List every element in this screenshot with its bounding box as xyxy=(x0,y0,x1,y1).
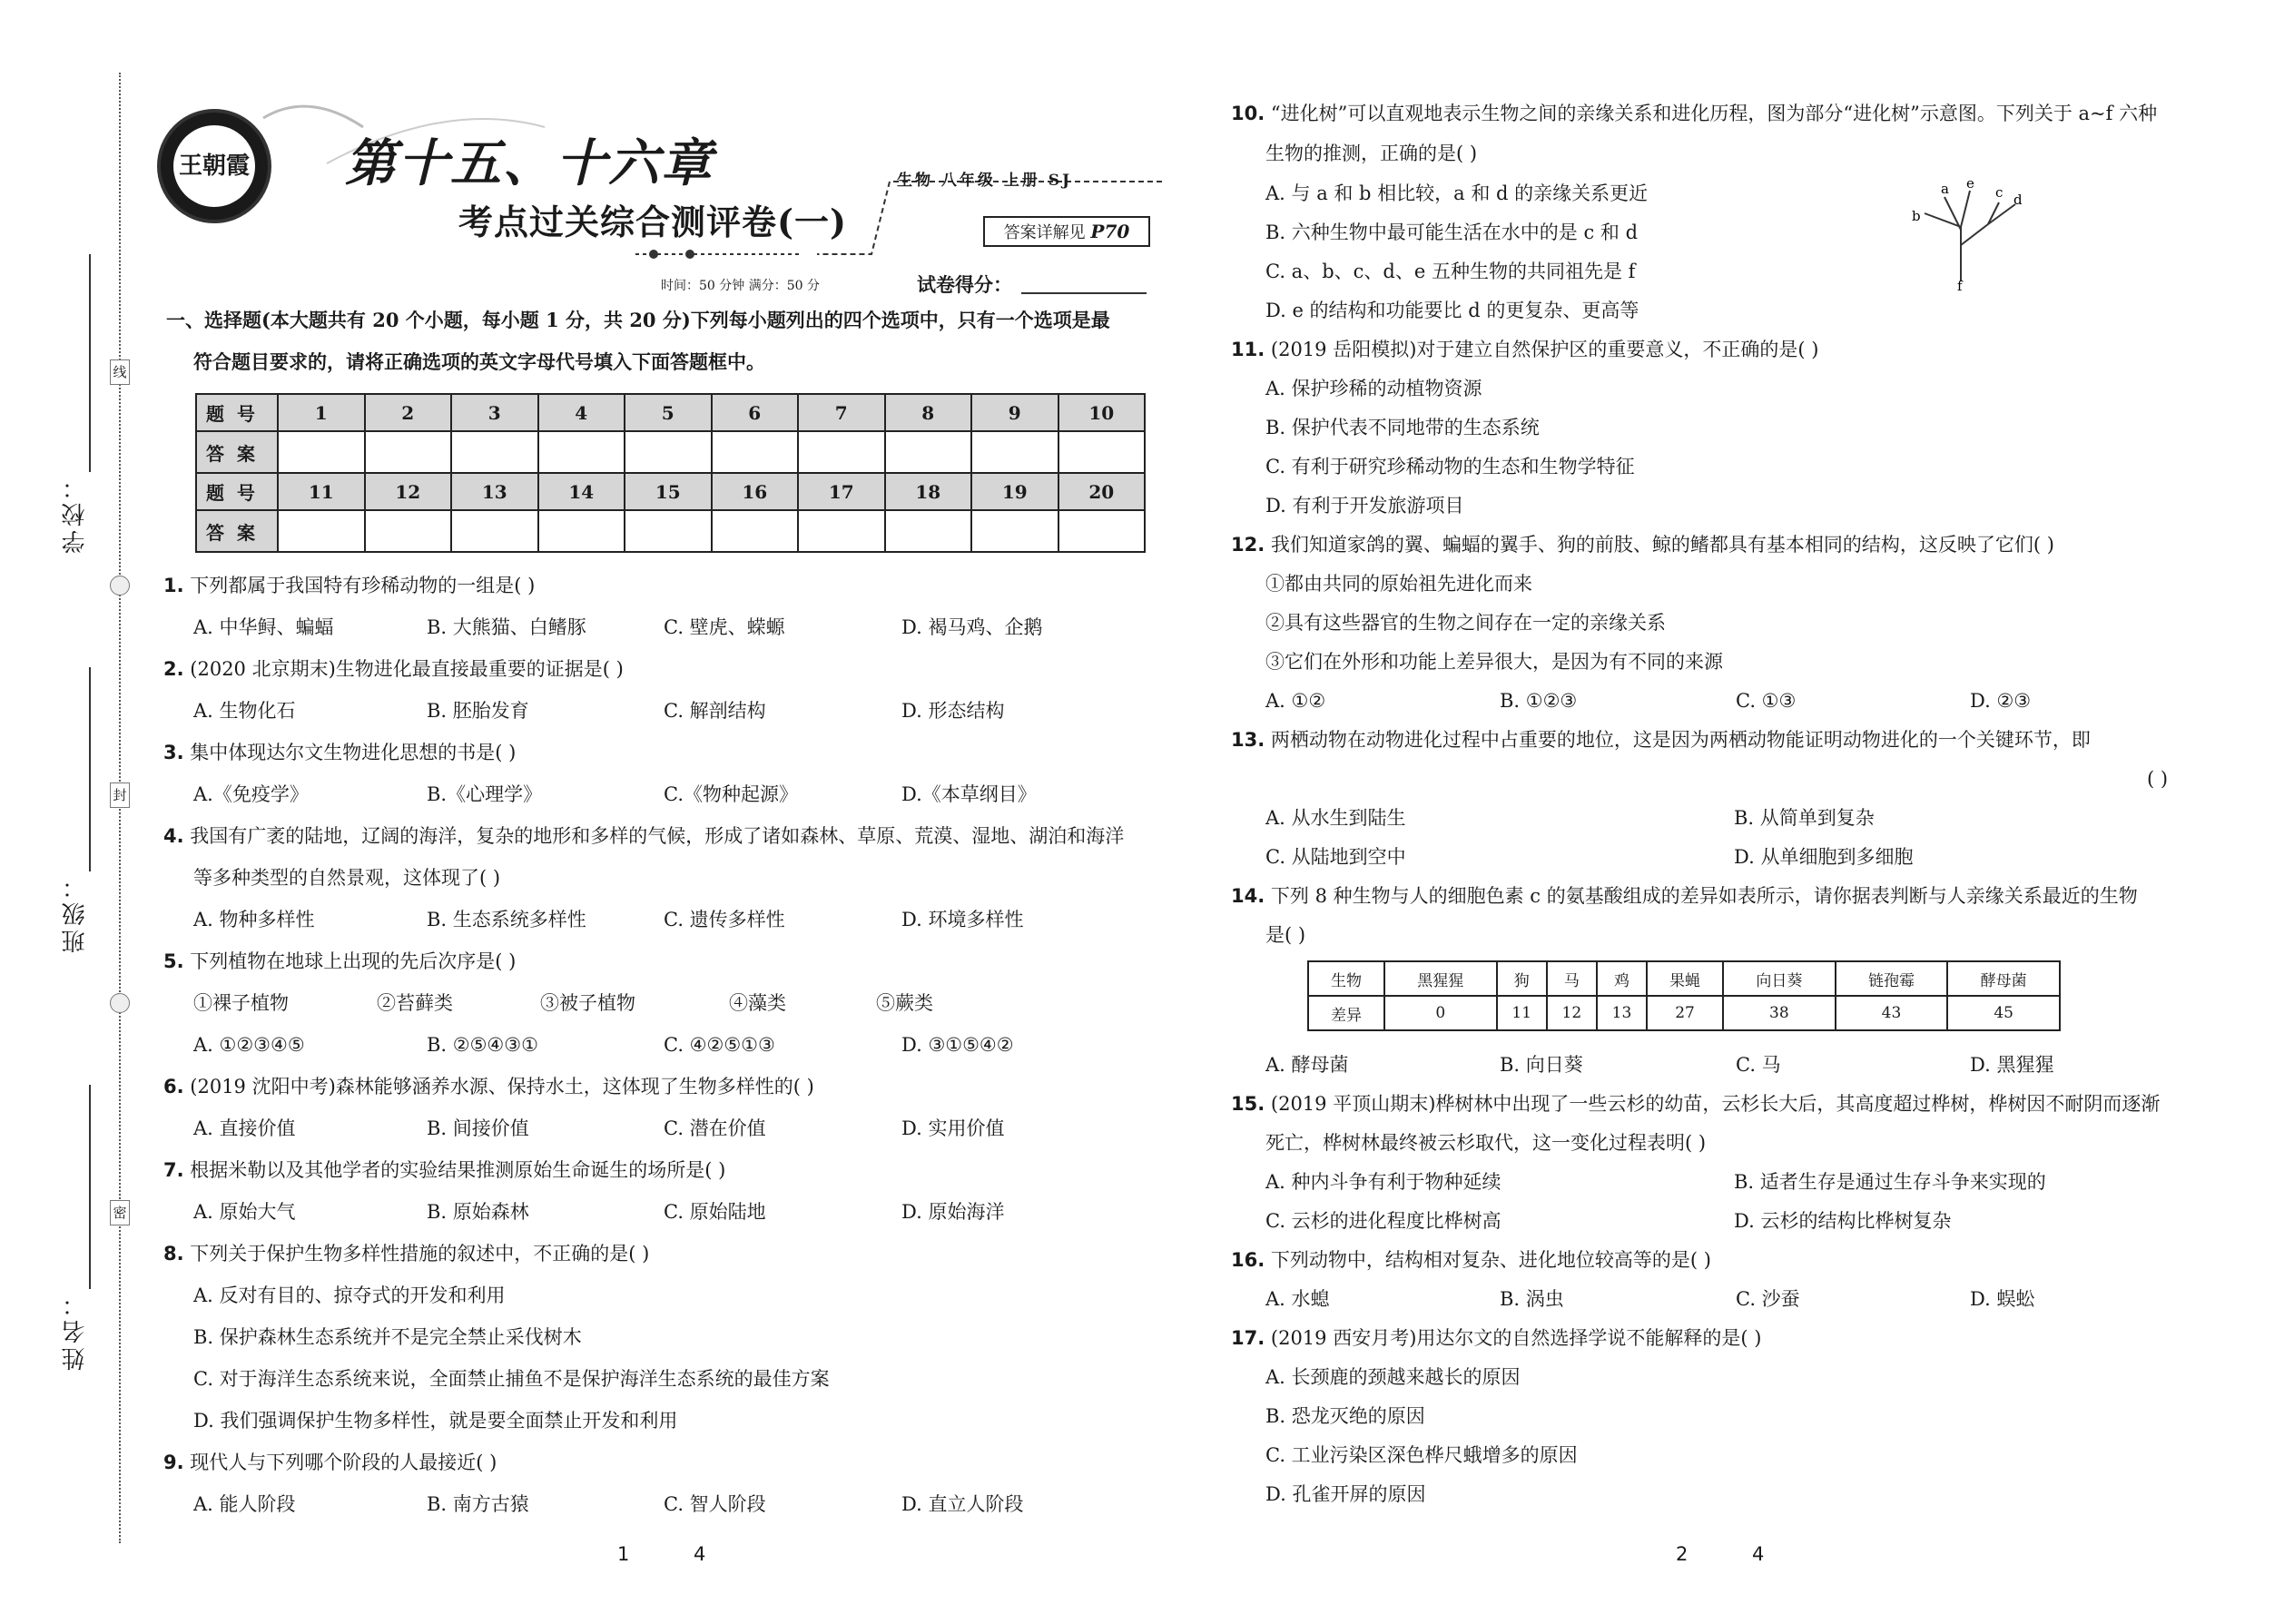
score-label: 试卷得分： xyxy=(917,273,1012,296)
grid-number-row xyxy=(196,394,1145,431)
option[interactable]: D. 黑猩猩 xyxy=(1970,1054,2054,1076)
grid-number: 18 xyxy=(885,473,972,510)
option[interactable]: C. 原始陆地 xyxy=(664,1201,766,1223)
question-17: 17. (2019 西安月考)用达尔文的自然选择学说不能解释的是( ) xyxy=(1231,1327,1762,1349)
answer-cell[interactable] xyxy=(712,431,799,473)
question-15: 15. (2019 平顶山期末)桦树林中出现了一些云杉的幼苗，云杉长大后，其高度超过桦树，桦树因不耐阴而逐渐 xyxy=(1231,1093,2161,1115)
table-cell: 向日葵 xyxy=(1723,961,1836,996)
grid-number: 7 xyxy=(798,394,885,431)
option[interactable]: D.《本草纲目》 xyxy=(901,783,1037,805)
option[interactable]: A. ①② xyxy=(1265,690,1326,712)
option[interactable]: A. 生物化石 xyxy=(193,700,296,722)
binding-tag-mi: 密 xyxy=(110,1200,130,1225)
option[interactable]: B. 间接价值 xyxy=(427,1117,529,1139)
table-cell: 马 xyxy=(1547,961,1597,996)
answer-cell[interactable] xyxy=(278,431,365,473)
table-cell: 果蝇 xyxy=(1647,961,1723,996)
school-field[interactable] xyxy=(89,254,91,472)
option[interactable]: C. 对于海洋生态系统来说，全面禁止捕鱼不是保护海洋生态系统的最佳方案 xyxy=(193,1368,830,1390)
option[interactable]: C.《物种起源》 xyxy=(664,783,798,805)
option[interactable]: C. 壁虎、蝾螈 xyxy=(664,616,785,638)
table-cell: 黑猩猩 xyxy=(1384,961,1497,996)
grid-number: 5 xyxy=(625,394,712,431)
grid-label: 答案 xyxy=(196,431,278,473)
option[interactable]: C. ①③ xyxy=(1736,690,1797,712)
grid-number: 15 xyxy=(625,473,712,510)
exam-subtitle: 考点过关综合测评卷(一) xyxy=(458,202,847,242)
option[interactable]: D. 我们强调保护生物多样性，就是要全面禁止开发和利用 xyxy=(193,1410,678,1432)
question-10: 10. “进化树”可以直观地表示生物之间的亲缘关系和进化历程，图为部分“进化树”示意图。下列关于 a~f 六种 xyxy=(1231,103,2158,124)
table-cell: 43 xyxy=(1836,996,1948,1030)
grid-number: 10 xyxy=(1058,394,1146,431)
option[interactable]: A. 反对有目的、掠夺式的开发和利用 xyxy=(193,1284,506,1306)
binding-hole-icon xyxy=(110,576,130,595)
option[interactable]: B. 胚胎发育 xyxy=(427,700,529,722)
table-cell: 13 xyxy=(1597,996,1647,1030)
option[interactable]: B. ②⑤④③① xyxy=(427,1034,538,1056)
grid-number: 14 xyxy=(538,473,625,510)
grid-number: 8 xyxy=(885,394,972,431)
statement: ③它们在外形和功能上差异很大，是因为有不同的来源 xyxy=(1265,651,1723,673)
answer-cell[interactable] xyxy=(451,510,538,552)
name-label: 姓名： xyxy=(62,1289,89,1371)
answer-cell[interactable] xyxy=(798,431,885,473)
grid-answer-row xyxy=(196,510,1145,552)
answer-ref-prefix: 答案详解见 xyxy=(1003,223,1086,242)
option[interactable]: D. 原始海洋 xyxy=(901,1201,1005,1223)
option[interactable]: C. 智人阶段 xyxy=(664,1493,766,1515)
table-cell: 酵母菌 xyxy=(1947,961,2060,996)
option[interactable]: C. ④②⑤①③ xyxy=(664,1034,775,1056)
answer-cell[interactable] xyxy=(885,431,972,473)
binding-dotted-line xyxy=(119,73,121,1543)
answer-cell[interactable] xyxy=(365,431,452,473)
option[interactable]: B.《心理学》 xyxy=(427,783,543,805)
option[interactable]: B. 保护代表不同地带的生态系统 xyxy=(1265,417,1540,438)
question-4-line2: 等多种类型的自然景观，这体现了( ) xyxy=(193,867,501,889)
grid-label: 答案 xyxy=(196,510,278,552)
question-12: 12. 我们知道家鸽的翼、蝙蝠的翼手、狗的前肢、鲸的鳍都具有基本相同的结构，这反映了它们( ) xyxy=(1231,534,2054,556)
answer-cell[interactable] xyxy=(971,510,1058,552)
question-16: 16. 下列动物中，结构相对复杂、进化地位较高等的是( ) xyxy=(1231,1249,1711,1271)
table-cell: 12 xyxy=(1547,996,1597,1030)
answer-cell[interactable] xyxy=(538,431,625,473)
question-10-line2: 生物的推测，正确的是( ) xyxy=(1265,143,1478,164)
option[interactable]: D. 从单细胞到多细胞 xyxy=(1734,846,1914,868)
answer-cell[interactable] xyxy=(712,510,799,552)
option[interactable]: C. 马 xyxy=(1736,1054,1781,1076)
answer-cell[interactable] xyxy=(885,510,972,552)
option[interactable]: A. 能人阶段 xyxy=(193,1493,296,1515)
option[interactable]: C. 从陆地到空中 xyxy=(1265,846,1406,868)
answer-cell[interactable] xyxy=(625,510,712,552)
table-cell: 27 xyxy=(1647,996,1723,1030)
table-cell: 鸡 xyxy=(1597,961,1647,996)
tree-label: f xyxy=(1957,278,1963,290)
answer-cell[interactable] xyxy=(625,431,712,473)
grid-label: 题号 xyxy=(196,394,278,431)
question-2: 2. (2020 北京期末)生物进化最直接最重要的证据是( ) xyxy=(163,658,624,680)
answer-cell[interactable] xyxy=(971,431,1058,473)
answer-reference xyxy=(983,216,1150,247)
table-cell: 45 xyxy=(1947,996,2060,1030)
option[interactable]: C. 潜在价值 xyxy=(664,1117,766,1139)
option[interactable]: D. 蜈蚣 xyxy=(1970,1288,2035,1310)
option[interactable]: D. 有利于开发旅游项目 xyxy=(1265,495,1464,517)
option[interactable]: A. 中华鲟、蝙蝠 xyxy=(193,616,334,638)
table-row xyxy=(1308,961,2060,996)
option[interactable]: D. ③①⑤④② xyxy=(901,1034,1014,1056)
tree-label: c xyxy=(1995,184,2004,201)
grid-number: 6 xyxy=(712,394,799,431)
page-number-right: 2 xyxy=(1676,1543,1689,1565)
option[interactable]: C. 云杉的进化程度比桦树高 xyxy=(1265,1210,1501,1232)
option[interactable]: C. 有利于研究珍稀动物的生态和生物学特征 xyxy=(1265,456,1635,477)
grid-number: 1 xyxy=(278,394,365,431)
question-7: 7. 根据米勒以及其他学者的实验结果推测原始生命诞生的场所是( ) xyxy=(163,1159,726,1181)
question-9: 9. 现代人与下列哪个阶段的人最接近( ) xyxy=(163,1452,497,1473)
binding-hole-icon xyxy=(110,993,130,1013)
question-4: 4. 我国有广袤的陆地，辽阔的海洋，复杂的地形和多样的气候，形成了诸如森林、草原、荒漠、湿地、湖泊和海洋 xyxy=(163,825,1125,847)
school-label: 学校： xyxy=(62,472,89,554)
option[interactable]: B. 保护森林生态系统并不是完全禁止采伐树木 xyxy=(193,1326,582,1348)
question-13: 13. 两栖动物在动物进化过程中占重要的地位，这是因为两栖动物能证明动物进化的一个关键环节，即 xyxy=(1231,729,2091,751)
item: ①裸子植物 xyxy=(193,992,289,1014)
page-total-right: 4 xyxy=(1752,1543,1765,1565)
option[interactable]: D. 环境多样性 xyxy=(901,909,1024,930)
question-5: 5. 下列植物在地球上出现的先后次序是( ) xyxy=(163,950,517,972)
question-8: 8. 下列关于保护生物多样性措施的叙述中，不正确的是( ) xyxy=(163,1243,650,1265)
binding-tag-xian: 线 xyxy=(110,359,130,385)
grid-number: 3 xyxy=(451,394,538,431)
grid-label: 题号 xyxy=(196,473,278,510)
answer-cell[interactable] xyxy=(451,431,538,473)
grid-number: 13 xyxy=(451,473,538,510)
section1-line1: 一、选择题(本大题共有 20 个小题，每小题 1 分，共 20 分)下列每小题列出的四个选项中，只有一个选项是最 xyxy=(166,309,1110,331)
table-cell: 差异 xyxy=(1308,996,1384,1030)
option[interactable]: D. 孔雀开屏的原因 xyxy=(1265,1483,1426,1505)
option[interactable]: B. 六种生物中最可能生活在水中的是 c 和 d xyxy=(1265,221,1639,243)
item: ③被子植物 xyxy=(540,992,635,1014)
evolution-tree-diagram xyxy=(1897,177,2024,290)
option[interactable]: B. 从简单到复杂 xyxy=(1734,807,1875,829)
option[interactable]: C. 沙蚕 xyxy=(1736,1288,1800,1310)
tree-label: e xyxy=(1966,177,1974,192)
option[interactable]: C. 工业污染区深色桦尺蛾增多的原因 xyxy=(1265,1444,1578,1466)
statement: ②具有这些器官的生物之间存在一定的亲缘关系 xyxy=(1265,612,1666,634)
question-14-line2: 是( ) xyxy=(1265,924,1306,946)
class-label: 班级： xyxy=(62,871,89,953)
table-cell: 狗 xyxy=(1497,961,1547,996)
section1-line2: 符合题目要求的，请将正确选项的英文字母代号填入下面答题框中。 xyxy=(193,350,765,373)
grid-number: 2 xyxy=(365,394,452,431)
grid-answer-row xyxy=(196,431,1145,473)
option[interactable]: A. 酵母菌 xyxy=(1265,1054,1349,1076)
question-6: 6. (2019 沈阳中考)森林能够涵养水源、保持水土，这体现了生物多样性的( ) xyxy=(163,1076,814,1097)
option[interactable]: C. a、b、c、d、e 五种生物的共同祖先是 f xyxy=(1265,261,1636,282)
answer-cell[interactable] xyxy=(798,510,885,552)
answer-ref-page: P70 xyxy=(1090,221,1130,242)
grid-number: 12 xyxy=(365,473,452,510)
option[interactable]: C. 遗传多样性 xyxy=(664,909,785,930)
question-11: 11. (2019 岳阳模拟)对于建立自然保护区的重要意义，不正确的是( ) xyxy=(1231,339,1819,360)
option[interactable]: A. 物种多样性 xyxy=(193,909,315,930)
option[interactable]: B. 大熊猫、白鳍豚 xyxy=(427,616,586,638)
table-row xyxy=(1308,996,2060,1030)
grid-number: 4 xyxy=(538,394,625,431)
tree-label: b xyxy=(1912,208,1921,224)
question-15-line2: 死亡，桦树林最终被云杉取代，这一变化过程表明( ) xyxy=(1265,1132,1707,1154)
answer-cell[interactable] xyxy=(538,510,625,552)
table-cell: 0 xyxy=(1384,996,1497,1030)
name-field[interactable] xyxy=(89,1085,91,1289)
option[interactable]: A. 直接价值 xyxy=(193,1117,296,1139)
grid-number: 9 xyxy=(971,394,1058,431)
option[interactable]: D. 云杉的结构比桦树复杂 xyxy=(1734,1210,1952,1232)
option[interactable]: A. ①②③④⑤ xyxy=(193,1034,305,1056)
item: ⑤蕨类 xyxy=(876,992,933,1014)
time-info: 时间：50 分钟 满分：50 分 xyxy=(661,279,820,293)
question-14: 14. 下列 8 种生物与人的细胞色素 c 的氨基酸组成的差异如表所示，请你据表判断与人亲缘关系最近的生物 xyxy=(1231,885,2138,907)
chapter-title: 第十五、十六章 xyxy=(345,134,714,193)
option[interactable]: B. 原始森林 xyxy=(427,1201,529,1223)
statement: ①都由共同的原始祖先进化而来 xyxy=(1265,573,1532,595)
grid-number: 19 xyxy=(971,473,1058,510)
option[interactable]: D. e 的结构和功能要比 d 的更复杂、更高等 xyxy=(1265,300,1639,321)
option[interactable]: D. ②③ xyxy=(1970,690,2032,712)
option[interactable]: B. ①②③ xyxy=(1500,690,1578,712)
option[interactable]: B. 南方古猿 xyxy=(427,1493,529,1515)
table-cell: 11 xyxy=(1497,996,1547,1030)
question-3: 3. 集中体现达尔文生物进化思想的书是( ) xyxy=(163,742,517,763)
option[interactable]: A. 水螅 xyxy=(1265,1288,1330,1310)
grid-number: 16 xyxy=(712,473,799,510)
answer-cell[interactable] xyxy=(1058,510,1146,552)
class-field[interactable] xyxy=(89,667,91,871)
option[interactable]: D. 褐马鸡、企鹅 xyxy=(901,616,1043,638)
option[interactable]: B. 恐龙灭绝的原因 xyxy=(1265,1405,1425,1427)
binding-tag-feng: 封 xyxy=(110,782,130,808)
option[interactable]: A. 从水生到陆生 xyxy=(1265,807,1406,829)
table-cell: 38 xyxy=(1723,996,1836,1030)
grid-number: 20 xyxy=(1058,473,1146,510)
option[interactable]: C. 解剖结构 xyxy=(664,700,766,722)
item: ④藻类 xyxy=(729,992,786,1014)
option[interactable]: A. 与 a 和 b 相比较，a 和 d 的亲缘关系更近 xyxy=(1265,182,1649,204)
option[interactable]: B. 涡虫 xyxy=(1500,1288,1564,1310)
answer-paren: ( ) xyxy=(2147,768,2169,790)
question-1: 1. 下列都属于我国特有珍稀动物的一组是( ) xyxy=(163,575,536,596)
answer-cell[interactable] xyxy=(278,510,365,552)
option[interactable]: A. 长颈鹿的颈越来越长的原因 xyxy=(1265,1366,1521,1388)
answer-cell[interactable] xyxy=(365,510,452,552)
option[interactable]: A.《免疫学》 xyxy=(193,783,309,805)
item: ②苔藓类 xyxy=(377,992,453,1014)
page-number-left: 1 xyxy=(617,1543,630,1565)
cytochrome-diff-table xyxy=(1307,960,2061,1031)
option[interactable]: B. 向日葵 xyxy=(1500,1054,1583,1076)
page-total-left: 4 xyxy=(694,1543,706,1565)
table-cell: 链孢霉 xyxy=(1836,961,1948,996)
tree-label: a xyxy=(1941,181,1949,197)
option[interactable]: A. 种内斗争有利于物种延续 xyxy=(1265,1171,1501,1193)
option[interactable]: A. 保护珍稀的动植物资源 xyxy=(1265,378,1482,399)
answer-grid xyxy=(195,393,1146,553)
option[interactable]: D. 实用价值 xyxy=(901,1117,1005,1139)
option[interactable]: B. 适者生存是通过生存斗争来实现的 xyxy=(1734,1171,2046,1193)
option[interactable]: B. 生态系统多样性 xyxy=(427,909,586,930)
option[interactable]: D. 直立人阶段 xyxy=(901,1493,1024,1515)
answer-cell[interactable] xyxy=(1058,431,1146,473)
grade-info: 生物 八年级 上册 SJ xyxy=(897,172,1073,190)
option[interactable]: A. 原始大气 xyxy=(193,1201,296,1223)
table-cell: 生物 xyxy=(1308,961,1384,996)
grid-number-row xyxy=(196,473,1145,510)
logo-text: 王朝霞 xyxy=(173,125,255,207)
tree-label: d xyxy=(2013,192,2023,208)
grid-number: 11 xyxy=(278,473,365,510)
score-field[interactable] xyxy=(1021,292,1147,294)
grid-number: 17 xyxy=(798,473,885,510)
option[interactable]: D. 形态结构 xyxy=(901,700,1005,722)
